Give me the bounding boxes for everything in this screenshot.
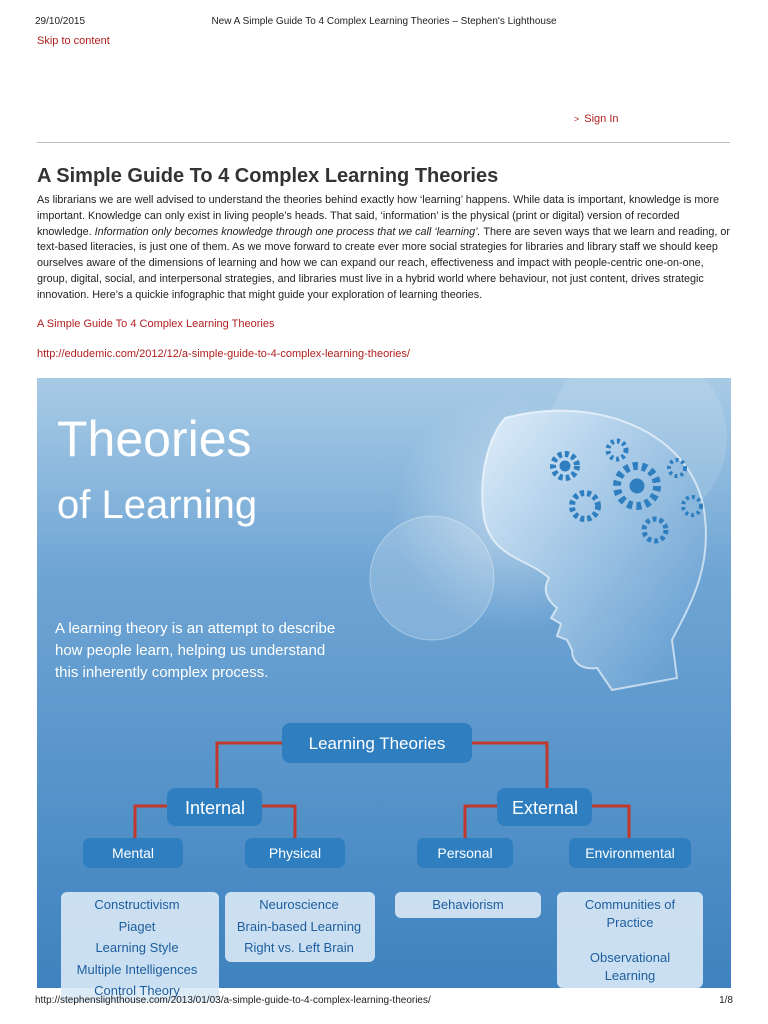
infographic-title-line2: of Learning: [57, 483, 258, 527]
post-body: [37, 193, 731, 304]
infographic: [37, 378, 731, 998]
print-page-number: 1/8: [719, 995, 733, 1006]
print-header: [35, 16, 733, 30]
node-physical-label: Physical: [268, 845, 322, 861]
print-footer-url: http://stephenslighthouse.com/2013/01/03/a-simple-guide-to-4-complex-learning-theories/: [35, 995, 431, 1006]
infographic-title-link[interactable]: A Simple Guide To 4 Complex Learning Theories: [37, 318, 275, 330]
mental-theory-item: Control Theory: [94, 983, 180, 998]
environmental-theory-item: Observational: [589, 950, 671, 965]
chevron-right-icon: >: [574, 114, 580, 124]
personal-theory-item: Behaviorism: [432, 897, 504, 912]
sign-in-link[interactable]: [574, 113, 619, 125]
physical-theory-item: Neuroscience: [259, 897, 339, 912]
skip-to-content-link[interactable]: Skip to content: [37, 35, 110, 47]
node-personal-label: Personal: [437, 845, 493, 861]
sign-in-label: Sign In: [584, 113, 619, 125]
post-body-emphasis: Information only becomes knowledge through one process that we call ‘learning’.: [94, 225, 481, 238]
mental-theory-item: Multiple Intelligences: [76, 962, 198, 977]
print-footer: [35, 995, 733, 1006]
environmental-theory-item: Communities of: [584, 897, 676, 912]
node-external-label: External: [511, 798, 579, 818]
mental-theory-item: Constructivism: [94, 897, 180, 912]
post-body-text-1: As librarians we are well advised to understand the theories behind exactly how ‘learning’ happens. While data is important, knowledge is more important. Knowledge can only exist in living people’s heads. That said, ‘information’ is the physical (print or digital) version of recorded knowledge.: [37, 194, 719, 238]
bubble-decoration: [370, 516, 494, 640]
physical-theory-item: Right vs. Left Brain: [244, 940, 354, 955]
node-learning-theories-label: Learning Theories: [308, 734, 446, 753]
header-divider: [37, 142, 730, 143]
infographic-graphic: [37, 378, 731, 998]
node-internal-label: Internal: [184, 798, 246, 818]
post-title: A Simple Guide To 4 Complex Learning Theories: [37, 165, 499, 187]
print-doc-title: New A Simple Guide To 4 Complex Learning Theories – Stephen's Lighthouse: [211, 16, 557, 27]
mental-theory-item: Learning Style: [95, 940, 179, 955]
environmental-theory-item: Learning: [604, 968, 656, 983]
print-date: 29/10/2015: [35, 16, 86, 27]
post-body-text-2: There are seven ways that we learn and reading, or text-based literacies, is just one of them. As we move forward to create ever more social strategies for libraries and library staff we should keep ourselves aware of the dimensions of learning and how we can expand our reach, effectiveness and impact with people-centric one-on-one, group, digital, social, and interpersonal strategies, and libraries must live in a hybrid world where behaviour, not just content, drives strategic innovation. Here’s a quickie infographic that might guide your exploration of learning theories.: [37, 225, 731, 301]
environmental-theory-item: Practice: [606, 915, 654, 930]
mental-theory-item: Piaget: [118, 919, 156, 934]
source-url-link[interactable]: http://edudemic.com/2012/12/a-simple-guide-to-4-complex-learning-theories/: [37, 348, 410, 360]
physical-theory-item: Brain-based Learning: [236, 919, 362, 934]
infographic-description-line: how people learn, helping us understand: [55, 642, 326, 659]
infographic-description-line: A learning theory is an attempt to describe: [55, 620, 336, 637]
infographic-description-line: this inherently complex process.: [55, 664, 269, 681]
node-mental-label: Mental: [111, 845, 155, 861]
infographic-title-line1: Theories: [57, 411, 252, 467]
node-environmental-label: Environmental: [585, 845, 675, 861]
